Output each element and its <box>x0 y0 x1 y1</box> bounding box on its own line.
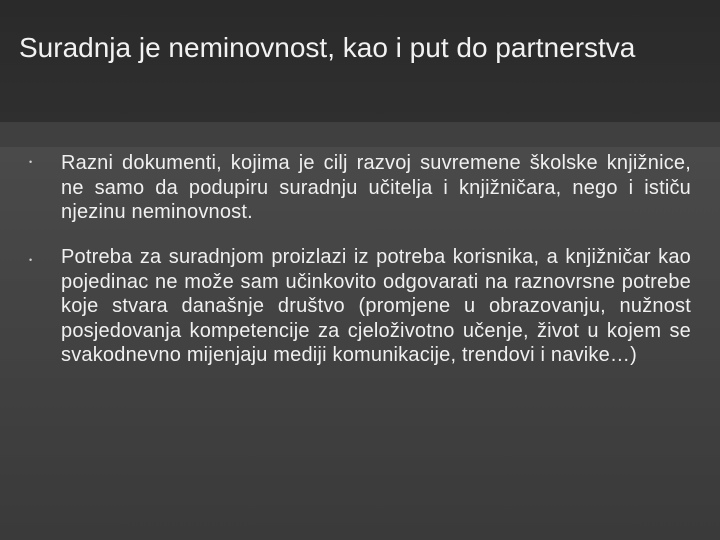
bullet-text: Razni dokumenti, kojima je cilj razvoj suvremene školske knjižnice, ne samo da podupiru suradnju učitelja i knjižničara, nego i ističu njezinu neminovnost. <box>61 152 691 223</box>
slide-title: Suradnja je neminovnost, kao i put do partnerstva <box>19 32 636 63</box>
bullet-marker-icon: • <box>29 255 33 265</box>
slide-title-bar <box>0 0 720 122</box>
slide-content <box>0 147 720 540</box>
bullet-marker-icon: • <box>29 157 33 167</box>
bullet-text: Potreba za suradnjom proizlazi iz potreba korisnika, a knjižničar kao pojedinac ne može sam učinkovito odgovarati na raznovrsne potrebe koje stvara današnje društvo (promjene u obrazovanju, nužnost posjedovanja kompetencije za cjeloživotno učenje, život u kojem se svakodnevno mijenjaju mediji komunikacije, trendovi i navike…) <box>61 246 691 366</box>
